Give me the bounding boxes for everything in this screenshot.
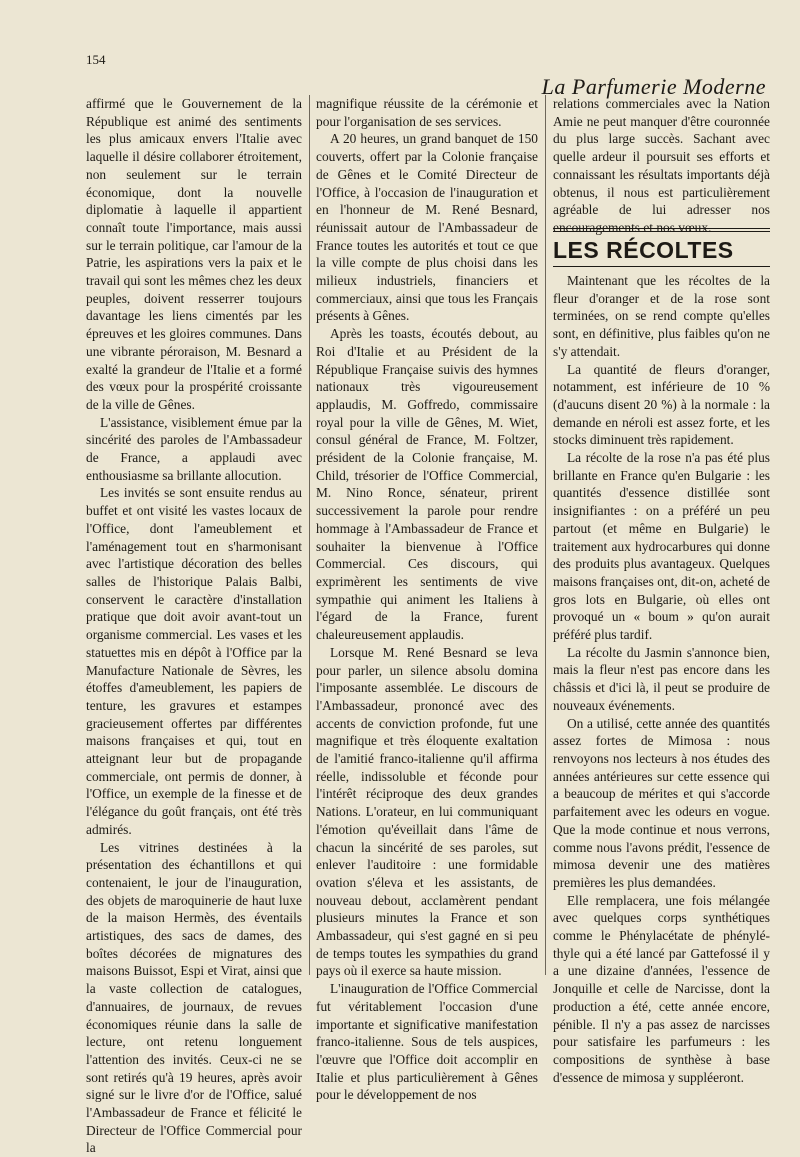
paragraph: La récolte du Jasmin s'annonce bien, mais la fleur n'est pas encore dans les châssis et d'ici là, il peut se produire de nouveaux événements. <box>553 644 770 713</box>
paragraph: relations commerciales avec la Nation Amie ne peut manquer d'être couronnée du plus large succès. Sachant avec quelle ardeur il poursuit ses efforts et connaissant les résultats importants déjà obtenus, il nous est particulièrement agréable de lui adresser nos encouragements et nos vœux. <box>553 96 770 235</box>
column-divider <box>309 95 310 975</box>
section-rule-top-double <box>553 231 770 232</box>
magazine-masthead: La Parfumerie Moderne <box>541 74 766 99</box>
section-rule-bottom <box>553 266 770 267</box>
paragraph: Les vitrines destinées à la présentation des échantillons et qui contenaient, le jour de l'inauguration, des objets de maroquinerie de haut luxe de la maison Hermès, des éventails artistiques, des sacs de dames, des boîtes décorées de mignatures des maisons Buissot, Espi et Virat, ainsi que la vaste collection de catalogues, d'annuaires, de journaux, de revues économiques réunie dans la salle de lecture, ont retenu longuement l'attention des invités. Ceux-ci ne se sont retirés qu'à 19 heures, après avoir signé sur le livre d'or de l'Office, salué l'Ambassadeur de France et félicité le Directeur de l'Office Commercial pour la <box>86 839 302 1156</box>
paragraph: Maintenant que les récoltes de la fleur d'oranger et de la rose sont terminées, on se rend compte qu'elles sont, en définitive, plus faibles qu'on ne s'y attendait. <box>553 273 770 359</box>
paragraph: Elle remplacera, une fois mélangée avec quelques corps synthétiques comme le Phénylacétate de phénylé-thyle qui a été lancé par Gattefossé il y a une dizaine d'années, l'essence de Jonquille et celle de Narcisse, dont la production a été, cette année encore, pénible. Il n'y a pas assez de narcisses pour satisfaire les parfumeurs : les compositions de synthèse à base d'essence de mimosa y suppléeront. <box>553 892 770 1085</box>
section-rule-top <box>553 228 770 229</box>
column-1 <box>86 95 302 1157</box>
paragraph: La récolte de la rose n'a pas été plus brillante en France qu'en Bulgarie : les quantités d'essence distillée sont insignifiantes : on a préféré un peu partout (et même en Bulgarie) le traitement aux hydrocarbures qui donne des produits plus avantageux. Quelques maisons françaises ont, dit-on, acheté de gros lots en Bulgarie, où elles ont provoqué un « boum » qu'on aurait préféré plus tardif. <box>553 450 770 643</box>
paragraph: On a utilisé, cette année des quantités assez fortes de Mimosa : nous renvoyons nos lecteurs à nos études des années antérieures sur cette essence qui a beaucoup de mérites et qui s'accorde parfaitement avec les odeurs en vogue. Que la mode continue et nous verrons, comme nous l'avons prédit, l'essence de mimosa devenir une des matières premières les plus demandées. <box>553 715 770 890</box>
section-heading: LES RÉCOLTES <box>553 237 734 263</box>
paragraph: affirmé que le Gouvernement de la République est animé des sentiments les plus amicaux envers l'Italie avec laquelle il désire collaborer étroitement, non seulement sur le terrain économique, dont la nouvelle diplomatie à laquelle il appartient connaît toute l'importance, mais aussi sur le terrain politique, car l'amour de la Patrie, les aspirations vers la paix et le travail qui sont les mêmes chez les deux peuples, doivent resserrer toujours davantage les liens cimentés par les épreuves et les gloires communes. Dans une vibrante péroraison, M. Besnard a exalté la grandeur de l'Italie et a formé des vœux pour la prospérité croissante de la ville de Gênes. <box>86 96 302 412</box>
paragraph: L'assistance, visiblement émue par la sincérité des paroles de l'Ambassadeur de France, a applaudi avec enthousiasme sa brillante allocution. <box>86 414 302 483</box>
paragraph: La quantité de fleurs d'oranger, notamment, est inférieure de 10 % (d'aucuns disent 20 %) à la normale : la demande en néroli est assez forte, et les stocks diminuent très rapidement. <box>553 361 770 448</box>
paragraph: A 20 heures, un grand banquet de 150 couverts, offert par la Colonie française de Gênes et le Comité Directeur de l'Office, à l'occasion de l'inauguration et en l'honneur de M. René Besnard, réunissait autour de l'Ambassadeur de France toutes les autorités et tout ce que la ville compte de plus choisi dans les milieux industriels, financiers et commerciaux, ainsi que tous les Français présents à Gênes. <box>316 131 538 324</box>
paragraph: L'inauguration de l'Office Commercial fut véritablement l'occasion d'une importante et significative manifestation franco-italienne. Sous de tels auspices, l'œuvre que l'Office doit accomplir en Italie et plus particulièrement à Gênes pour le développement de nos <box>316 981 538 1103</box>
column-2 <box>316 95 538 1104</box>
paragraph: Les invités se sont ensuite rendus au buffet et ont visité les vastes locaux de l'Office, dont l'ameublement et l'aménagement tout en s'harmonisant avec l'artistique décoration des belles salles de l'historique Palais Balbi, conservent le caractère d'installation pratique que doit avoir avant-tout un organisme commercial. Les vases et les statuettes mis en dépôt à l'Office par la Manufacture Nationale de Sèvres, les étoffes d'ameublement, les papiers de tenture, les gravures et estampes gracieusement offertes par différentes maisons françaises et qui, tout en atteignant leur but de propagande commerciale, ont permis de donner, à l'Office, un exemple de la finesse et de l'élégance du goût français, ont été très admirés. <box>86 485 302 837</box>
paragraph: Lorsque M. René Besnard se leva pour parler, un silence absolu domina l'imposante assemblée. Le discours de l'Ambassadeur, prononcé avec des accents de conviction profonde, fut une magnifique et très éloquente exaltation de l'amitié franco-italienne qu'il affirma réelle, indissoluble et féconde pour l'intérêt réciproque des deux grandes Nations. L'orateur, en lui communiquant l'émotion qu'éveillait dans l'âme de chacun la sincérité de ses paroles, sut enlever l'auditoire : une formidable ovation s'éleva et les assistants, de nouveau debout, acclamèrent pendant plusieurs minutes la France et son Ambassadeur, qui s'est gagné en si peu de temps toutes les sympathies du grand pays où il exerce sa haute mission. <box>316 644 538 979</box>
column-3-bottom <box>553 272 770 1086</box>
paragraph: Après les toasts, écoutés debout, au Roi d'Italie et au Président de la République Française suivis des hymnes nationaux très vigoureusement applaudis, M. Goffredo, commissaire royal pour la ville de Gênes, M. Wiet, consul général de France, M. Foltzer, président de la Colonie française, M. Child, trésorier de l'Office Commercial, M. Nino Ronce, sénateur, prirent successivement la parole pour rendre hommage à l'Ambassadeur de France et souhaiter la bienvenue à l'Office Commercial. Ces discours, qui exprimèrent les sentiments de vive sympathie qui animent les Italiens à l'égard de la France, furent chaleureusement applaudis. <box>316 326 538 643</box>
paragraph: magnifique réussite de la cérémonie et pour l'organisation de ses services. <box>316 96 538 129</box>
page-number: 154 <box>86 52 106 67</box>
column-3-top <box>553 95 770 237</box>
column-divider <box>545 95 546 975</box>
